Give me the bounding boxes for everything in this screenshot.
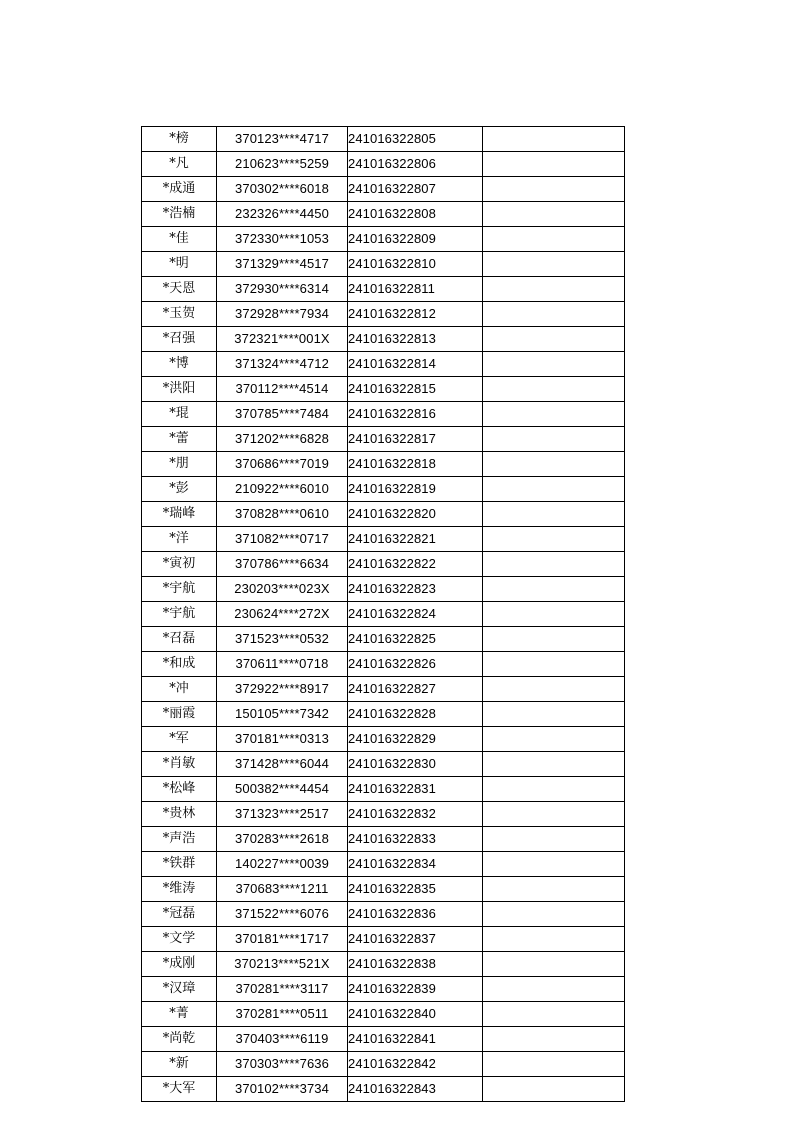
name-cell: *维涛 (142, 877, 217, 902)
note-cell (483, 327, 625, 352)
exam-number-cell: 241016322831 (348, 777, 483, 802)
id-card-cell: 371082****0717 (217, 527, 348, 552)
name-cell: *松峰 (142, 777, 217, 802)
table-row (142, 302, 625, 327)
note-cell (483, 652, 625, 677)
exam-number-cell: 241016322812 (348, 302, 483, 327)
exam-number-cell: 241016322834 (348, 852, 483, 877)
exam-number-cell: 241016322839 (348, 977, 483, 1002)
exam-number-cell: 241016322818 (348, 452, 483, 477)
table-row (142, 552, 625, 577)
table-row (142, 852, 625, 877)
table-row (142, 277, 625, 302)
note-cell (483, 452, 625, 477)
name-cell: *天恩 (142, 277, 217, 302)
note-cell (483, 377, 625, 402)
table-row (142, 652, 625, 677)
table-row (142, 952, 625, 977)
table-row (142, 152, 625, 177)
id-card-cell: 370181****0313 (217, 727, 348, 752)
id-card-cell: 371324****4712 (217, 352, 348, 377)
id-card-cell: 371523****0532 (217, 627, 348, 652)
name-cell: *明 (142, 252, 217, 277)
exam-number-cell: 241016322841 (348, 1027, 483, 1052)
id-card-cell: 370683****1211 (217, 877, 348, 902)
exam-number-cell: 241016322837 (348, 927, 483, 952)
exam-number-cell: 241016322832 (348, 802, 483, 827)
id-card-cell: 372930****6314 (217, 277, 348, 302)
id-card-cell: 230203****023X (217, 577, 348, 602)
name-cell: *铁群 (142, 852, 217, 877)
note-cell (483, 877, 625, 902)
table-row (142, 427, 625, 452)
id-card-cell: 372922****8917 (217, 677, 348, 702)
id-card-cell: 370785****7484 (217, 402, 348, 427)
name-cell: *大军 (142, 1077, 217, 1102)
id-card-cell: 370181****1717 (217, 927, 348, 952)
note-cell (483, 627, 625, 652)
id-card-cell: 370403****6119 (217, 1027, 348, 1052)
name-cell: *彭 (142, 477, 217, 502)
note-cell (483, 177, 625, 202)
table-row (142, 977, 625, 1002)
note-cell (483, 152, 625, 177)
name-cell: *琨 (142, 402, 217, 427)
exam-number-cell: 241016322833 (348, 827, 483, 852)
id-card-cell: 370283****2618 (217, 827, 348, 852)
note-cell (483, 552, 625, 577)
exam-number-cell: 241016322824 (348, 602, 483, 627)
name-cell: *浩楠 (142, 202, 217, 227)
note-cell (483, 252, 625, 277)
id-card-cell: 150105****7342 (217, 702, 348, 727)
note-cell (483, 277, 625, 302)
table-row (142, 1002, 625, 1027)
table-row (142, 202, 625, 227)
exam-number-cell: 241016322823 (348, 577, 483, 602)
table-row (142, 752, 625, 777)
exam-number-cell: 241016322810 (348, 252, 483, 277)
exam-number-cell: 241016322809 (348, 227, 483, 252)
note-cell (483, 752, 625, 777)
name-cell: *丽霞 (142, 702, 217, 727)
table-row (142, 727, 625, 752)
note-cell (483, 1052, 625, 1077)
name-cell: *朋 (142, 452, 217, 477)
note-cell (483, 977, 625, 1002)
exam-number-cell: 241016322842 (348, 1052, 483, 1077)
exam-number-cell: 241016322838 (348, 952, 483, 977)
name-cell: *贵林 (142, 802, 217, 827)
name-cell: *洪阳 (142, 377, 217, 402)
exam-number-cell: 241016322808 (348, 202, 483, 227)
note-cell (483, 602, 625, 627)
table-row (142, 827, 625, 852)
name-cell: *召强 (142, 327, 217, 352)
name-cell: *玉贺 (142, 302, 217, 327)
name-cell: *尚乾 (142, 1027, 217, 1052)
table-row (142, 377, 625, 402)
note-cell (483, 527, 625, 552)
table-row (142, 777, 625, 802)
roster-table (141, 126, 625, 1102)
roster-table-body (142, 127, 625, 1102)
name-cell: *菁 (142, 1002, 217, 1027)
note-cell (483, 1077, 625, 1102)
table-row (142, 1077, 625, 1102)
table-row (142, 677, 625, 702)
exam-number-cell: 241016322816 (348, 402, 483, 427)
id-card-cell: 140227****0039 (217, 852, 348, 877)
name-cell: *博 (142, 352, 217, 377)
table-row (142, 477, 625, 502)
id-card-cell: 210922****6010 (217, 477, 348, 502)
name-cell: *寅初 (142, 552, 217, 577)
exam-number-cell: 241016322811 (348, 277, 483, 302)
table-row (142, 602, 625, 627)
name-cell: *成刚 (142, 952, 217, 977)
name-cell: *凡 (142, 152, 217, 177)
id-card-cell: 230624****272X (217, 602, 348, 627)
note-cell (483, 1002, 625, 1027)
note-cell (483, 352, 625, 377)
id-card-cell: 371329****4517 (217, 252, 348, 277)
id-card-cell: 370302****6018 (217, 177, 348, 202)
id-card-cell: 370112****4514 (217, 377, 348, 402)
name-cell: *宇航 (142, 577, 217, 602)
id-card-cell: 372928****7934 (217, 302, 348, 327)
note-cell (483, 302, 625, 327)
id-card-cell: 370123****4717 (217, 127, 348, 152)
exam-number-cell: 241016322814 (348, 352, 483, 377)
note-cell (483, 477, 625, 502)
note-cell (483, 802, 625, 827)
table-row (142, 127, 625, 152)
table-row (142, 502, 625, 527)
name-cell: *榜 (142, 127, 217, 152)
note-cell (483, 202, 625, 227)
exam-number-cell: 241016322826 (348, 652, 483, 677)
id-card-cell: 500382****4454 (217, 777, 348, 802)
id-card-cell: 370686****7019 (217, 452, 348, 477)
name-cell: *和成 (142, 652, 217, 677)
name-cell: *成通 (142, 177, 217, 202)
name-cell: *冠磊 (142, 902, 217, 927)
name-cell: *声浩 (142, 827, 217, 852)
id-card-cell: 232326****4450 (217, 202, 348, 227)
note-cell (483, 227, 625, 252)
id-card-cell: 371522****6076 (217, 902, 348, 927)
name-cell: *冲 (142, 677, 217, 702)
name-cell: *宇航 (142, 602, 217, 627)
exam-number-cell: 241016322835 (348, 877, 483, 902)
table-row (142, 177, 625, 202)
table-row (142, 877, 625, 902)
exam-number-cell: 241016322825 (348, 627, 483, 652)
table-row (142, 702, 625, 727)
table-row (142, 352, 625, 377)
table-row (142, 327, 625, 352)
exam-number-cell: 241016322820 (348, 502, 483, 527)
table-row (142, 252, 625, 277)
exam-number-cell: 241016322843 (348, 1077, 483, 1102)
exam-number-cell: 241016322815 (348, 377, 483, 402)
table-row (142, 1027, 625, 1052)
name-cell: *召磊 (142, 627, 217, 652)
name-cell: *洋 (142, 527, 217, 552)
exam-number-cell: 241016322805 (348, 127, 483, 152)
note-cell (483, 902, 625, 927)
exam-number-cell: 241016322840 (348, 1002, 483, 1027)
exam-number-cell: 241016322829 (348, 727, 483, 752)
id-card-cell: 370281****0511 (217, 1002, 348, 1027)
exam-number-cell: 241016322817 (348, 427, 483, 452)
note-cell (483, 727, 625, 752)
table-row (142, 452, 625, 477)
table-row (142, 927, 625, 952)
id-card-cell: 370303****7636 (217, 1052, 348, 1077)
table-row (142, 802, 625, 827)
name-cell: *汉璋 (142, 977, 217, 1002)
id-card-cell: 371428****6044 (217, 752, 348, 777)
table-row (142, 627, 625, 652)
table-row (142, 227, 625, 252)
name-cell: *新 (142, 1052, 217, 1077)
name-cell: *瑞峰 (142, 502, 217, 527)
note-cell (483, 927, 625, 952)
exam-number-cell: 241016322822 (348, 552, 483, 577)
table-row (142, 1052, 625, 1077)
id-card-cell: 370281****3117 (217, 977, 348, 1002)
note-cell (483, 577, 625, 602)
exam-number-cell: 241016322819 (348, 477, 483, 502)
name-cell: *军 (142, 727, 217, 752)
name-cell: *佳 (142, 227, 217, 252)
note-cell (483, 852, 625, 877)
id-card-cell: 372321****001X (217, 327, 348, 352)
exam-number-cell: 241016322830 (348, 752, 483, 777)
note-cell (483, 1027, 625, 1052)
id-card-cell: 210623****5259 (217, 152, 348, 177)
id-card-cell: 370213****521X (217, 952, 348, 977)
exam-number-cell: 241016322813 (348, 327, 483, 352)
id-card-cell: 370828****0610 (217, 502, 348, 527)
id-card-cell: 371323****2517 (217, 802, 348, 827)
note-cell (483, 402, 625, 427)
note-cell (483, 427, 625, 452)
id-card-cell: 370102****3734 (217, 1077, 348, 1102)
id-card-cell: 371202****6828 (217, 427, 348, 452)
note-cell (483, 827, 625, 852)
exam-number-cell: 241016322821 (348, 527, 483, 552)
note-cell (483, 127, 625, 152)
note-cell (483, 677, 625, 702)
note-cell (483, 952, 625, 977)
name-cell: *蕾 (142, 427, 217, 452)
id-card-cell: 370611****0718 (217, 652, 348, 677)
note-cell (483, 777, 625, 802)
table-row (142, 577, 625, 602)
name-cell: *文学 (142, 927, 217, 952)
id-card-cell: 372330****1053 (217, 227, 348, 252)
exam-number-cell: 241016322828 (348, 702, 483, 727)
exam-number-cell: 241016322807 (348, 177, 483, 202)
table-row (142, 902, 625, 927)
table-row (142, 527, 625, 552)
exam-number-cell: 241016322827 (348, 677, 483, 702)
exam-number-cell: 241016322806 (348, 152, 483, 177)
id-card-cell: 370786****6634 (217, 552, 348, 577)
name-cell: *肖敏 (142, 752, 217, 777)
table-row (142, 402, 625, 427)
exam-number-cell: 241016322836 (348, 902, 483, 927)
note-cell (483, 702, 625, 727)
note-cell (483, 502, 625, 527)
